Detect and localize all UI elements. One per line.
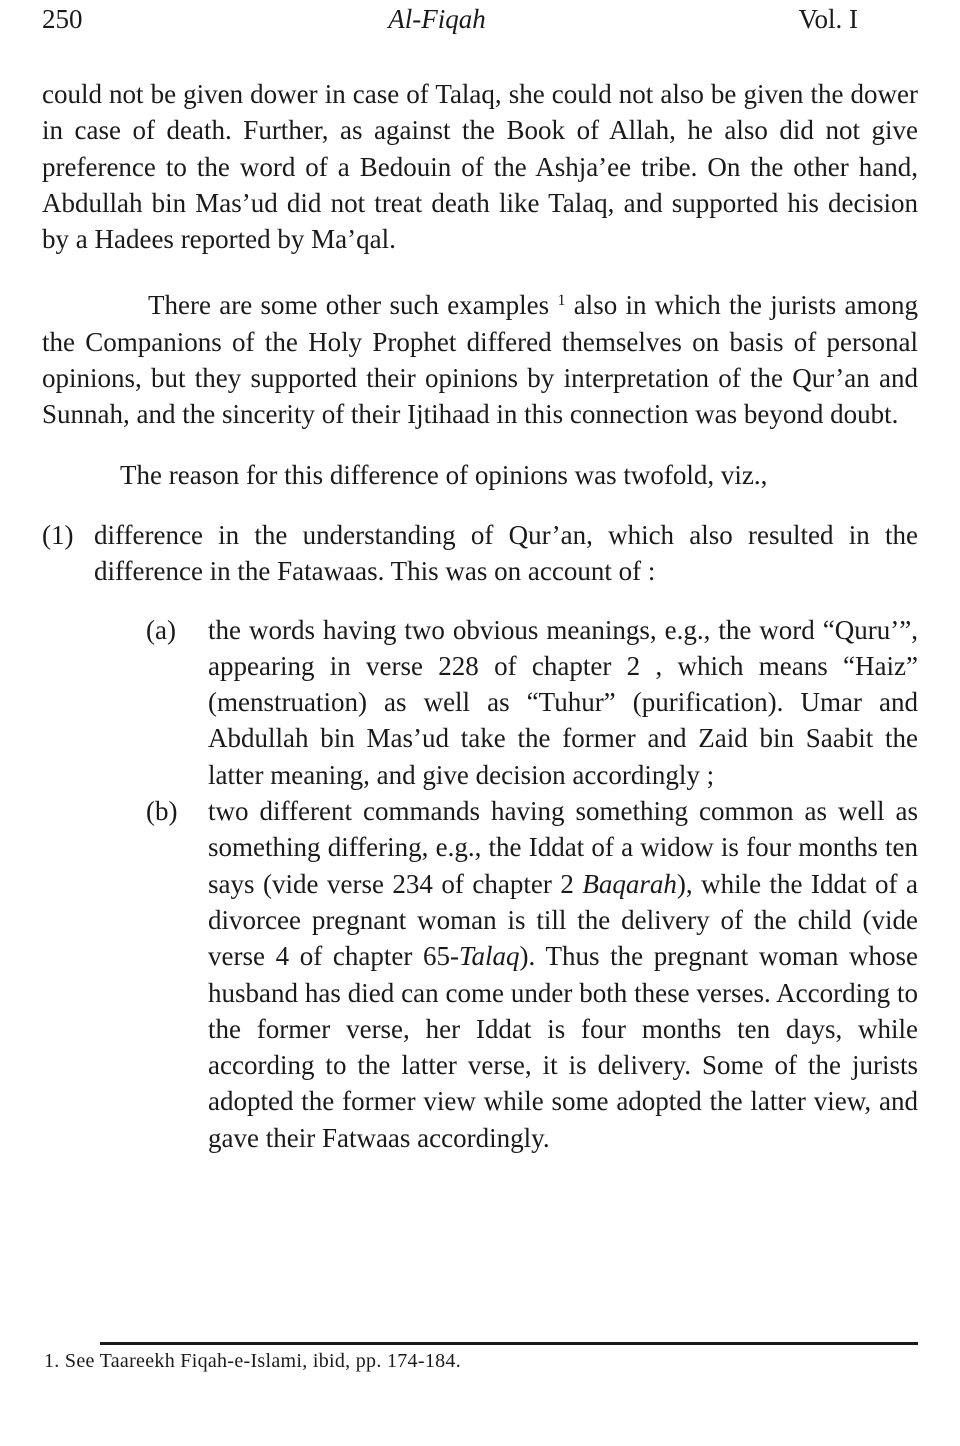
list-item-1-number: (1) — [42, 519, 74, 550]
sub-item-b-text-2: ), while the Iddat of a divorcee pregnant woman is till the delivery of the child (vide verse 4 of chapter 65- — [208, 868, 918, 972]
sub-item-b-text — [208, 793, 918, 1156]
sub-item-a-label: (a) — [146, 614, 176, 645]
page-body — [42, 76, 918, 1156]
paragraph-2-text-b: also in which the jurists among the Companions of the Holy Prophet differed themselves on basis of personal opinions, but they supported their opinions by interpretation of the Qur’an and Sunnah, and the sincerity of their Ijtihaad in this connection was beyond doubt. — [42, 290, 918, 430]
sub-item-a — [42, 612, 918, 793]
running-header — [42, 4, 918, 44]
sub-item-b-text-1: two different commands having something common as well as something differing, e.g., the Iddat of a widow is four months ten says (vide verse 234 of chapter 2 — [208, 796, 918, 899]
page-number: 250 — [42, 4, 83, 34]
footnote-reference[interactable]: 1 — [557, 292, 566, 310]
volume-label: Vol. I — [798, 4, 858, 34]
paragraph-2 — [42, 287, 918, 432]
book-title: Al-Fiqah — [388, 4, 486, 34]
list-item-1 — [42, 517, 918, 590]
footnote: 1. See Taareekh Fiqah-e-Islami, ibid, pp. 174-184. — [44, 1350, 462, 1372]
sub-item-b-text-3: ). Thus the pregnant woman whose husband has died can come under both these verses. According to the former verse, her Iddat is four months ten days, while according to the latter verse, it is delivery. Some of the jurists adopted the former view while some adopted the latter view, and gave their Fatwaas accordingly. — [208, 941, 918, 1153]
sub-item-b — [42, 793, 918, 1156]
paragraph-3: The reason for this difference of opinions was twofold, viz., — [120, 459, 768, 490]
sub-item-b-label: (b) — [146, 796, 178, 827]
footnote-divider — [100, 1342, 918, 1345]
list-item-1-text: difference in the understanding of Qur’an, which also resulted in the difference in the Fatawaas. This was on account of : — [94, 519, 918, 587]
sub-item-b-italic-1: Baqarah — [582, 868, 677, 899]
paragraph-1: could not be given dower in case of Talaq, she could not also be given the dower in case of death. Further, as against the Book of Allah, he also did not give preference to the word of a Bedouin of the Ashja’ee tribe. On the other hand, Abdullah bin Mas’ud did not treat death like Talaq, and supported his decision by a Hadees reported by Ma’qal. — [42, 79, 918, 255]
sub-item-a-text: the words having two obvious meanings, e.g., the word “Quru’”, appearing in verse 228 of chapter 2 , which means “Haiz” (menstruation) as well as “Tuhur” (purification). Umar and Abdullah bin Mas’ud take the former and Zaid bin Saabit the latter meaning, and give decision accordingly ; — [208, 614, 918, 790]
sub-item-b-italic-2: Talaq — [459, 941, 520, 972]
paragraph-2-text-a: There are some other such examples — [148, 290, 550, 321]
